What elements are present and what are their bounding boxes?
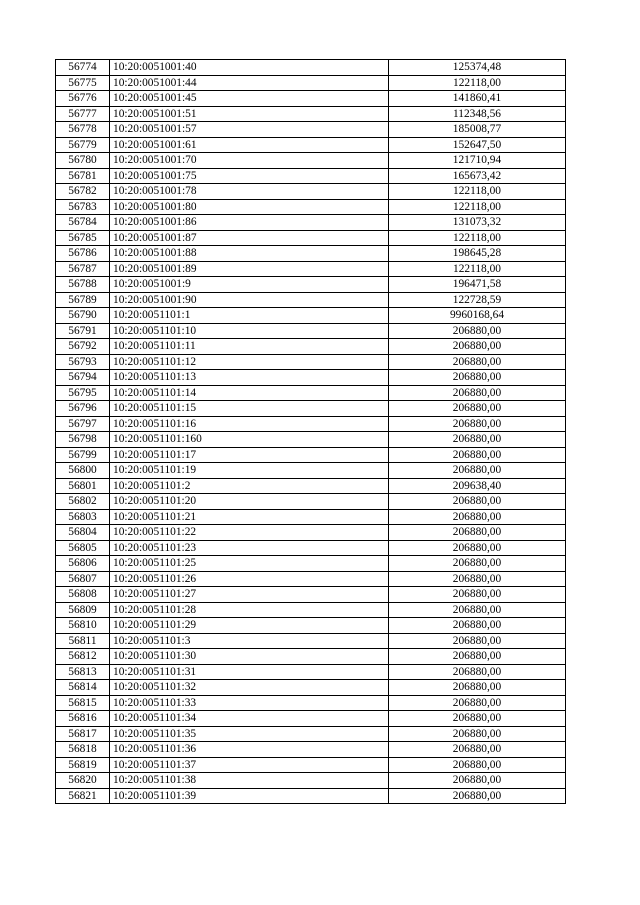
value-cell: 206880,00 bbox=[389, 788, 566, 804]
table-row bbox=[56, 726, 566, 742]
row-number-cell: 56804 bbox=[56, 525, 110, 541]
value-cell: 206880,00 bbox=[389, 680, 566, 696]
cadastral-number-cell: 10:20:0051101:34 bbox=[110, 711, 389, 727]
value-cell: 206880,00 bbox=[389, 540, 566, 556]
value-cell: 206880,00 bbox=[389, 447, 566, 463]
value-cell: 131073,32 bbox=[389, 215, 566, 231]
row-number-cell: 56791 bbox=[56, 323, 110, 339]
cadastral-number-cell: 10:20:0051101:32 bbox=[110, 680, 389, 696]
value-cell: 206880,00 bbox=[389, 571, 566, 587]
cadastral-number-cell: 10:20:0051001:89 bbox=[110, 261, 389, 277]
value-cell: 206880,00 bbox=[389, 494, 566, 510]
value-cell: 125374,48 bbox=[389, 60, 566, 76]
value-cell: 112348,56 bbox=[389, 106, 566, 122]
value-cell: 209638,40 bbox=[389, 478, 566, 494]
value-cell: 206880,00 bbox=[389, 525, 566, 541]
table-body bbox=[56, 60, 566, 804]
table-row bbox=[56, 246, 566, 262]
table-row bbox=[56, 788, 566, 804]
row-number-cell: 56776 bbox=[56, 91, 110, 107]
table-row bbox=[56, 695, 566, 711]
value-cell: 206880,00 bbox=[389, 587, 566, 603]
value-cell: 206880,00 bbox=[389, 757, 566, 773]
cadastral-number-cell: 10:20:0051101:39 bbox=[110, 788, 389, 804]
table-row bbox=[56, 230, 566, 246]
value-cell: 206880,00 bbox=[389, 370, 566, 386]
row-number-cell: 56778 bbox=[56, 122, 110, 138]
cadastral-number-cell: 10:20:0051101:1 bbox=[110, 308, 389, 324]
row-number-cell: 56797 bbox=[56, 416, 110, 432]
cadastral-number-cell: 10:20:0051101:33 bbox=[110, 695, 389, 711]
row-number-cell: 56777 bbox=[56, 106, 110, 122]
value-cell: 206880,00 bbox=[389, 711, 566, 727]
row-number-cell: 56807 bbox=[56, 571, 110, 587]
row-number-cell: 56798 bbox=[56, 432, 110, 448]
cadastral-number-cell: 10:20:0051101:2 bbox=[110, 478, 389, 494]
cadastral-number-cell: 10:20:0051001:51 bbox=[110, 106, 389, 122]
table-row bbox=[56, 137, 566, 153]
value-cell: 206880,00 bbox=[389, 649, 566, 665]
table-row bbox=[56, 773, 566, 789]
row-number-cell: 56815 bbox=[56, 695, 110, 711]
cadastral-number-cell: 10:20:0051001:78 bbox=[110, 184, 389, 200]
cadastral-number-cell: 10:20:0051001:87 bbox=[110, 230, 389, 246]
value-cell: 206880,00 bbox=[389, 323, 566, 339]
table-row bbox=[56, 447, 566, 463]
table-row bbox=[56, 757, 566, 773]
value-cell: 185008,77 bbox=[389, 122, 566, 138]
cadastral-number-cell: 10:20:0051101:23 bbox=[110, 540, 389, 556]
value-cell: 122118,00 bbox=[389, 261, 566, 277]
row-number-cell: 56801 bbox=[56, 478, 110, 494]
table-row bbox=[56, 75, 566, 91]
value-cell: 122118,00 bbox=[389, 230, 566, 246]
cadastral-number-cell: 10:20:0051001:61 bbox=[110, 137, 389, 153]
table-row bbox=[56, 277, 566, 293]
value-cell: 206880,00 bbox=[389, 602, 566, 618]
row-number-cell: 56811 bbox=[56, 633, 110, 649]
cadastral-number-cell: 10:20:0051001:90 bbox=[110, 292, 389, 308]
cadastral-number-cell: 10:20:0051101:160 bbox=[110, 432, 389, 448]
cadastral-number-cell: 10:20:0051101:22 bbox=[110, 525, 389, 541]
row-number-cell: 56786 bbox=[56, 246, 110, 262]
table-row bbox=[56, 463, 566, 479]
cadastral-number-cell: 10:20:0051001:80 bbox=[110, 199, 389, 215]
row-number-cell: 56781 bbox=[56, 168, 110, 184]
cadastral-number-cell: 10:20:0051101:29 bbox=[110, 618, 389, 634]
row-number-cell: 56808 bbox=[56, 587, 110, 603]
cadastral-number-cell: 10:20:0051101:10 bbox=[110, 323, 389, 339]
value-cell: 206880,00 bbox=[389, 773, 566, 789]
table-row bbox=[56, 602, 566, 618]
cadastral-number-cell: 10:20:0051101:12 bbox=[110, 354, 389, 370]
table-row bbox=[56, 432, 566, 448]
table-row bbox=[56, 478, 566, 494]
cadastral-number-cell: 10:20:0051101:14 bbox=[110, 385, 389, 401]
table-row bbox=[56, 618, 566, 634]
value-cell: 206880,00 bbox=[389, 339, 566, 355]
value-cell: 141860,41 bbox=[389, 91, 566, 107]
cadastral-number-cell: 10:20:0051001:75 bbox=[110, 168, 389, 184]
row-number-cell: 56784 bbox=[56, 215, 110, 231]
value-cell: 206880,00 bbox=[389, 726, 566, 742]
value-cell: 206880,00 bbox=[389, 463, 566, 479]
table-row bbox=[56, 168, 566, 184]
cadastral-number-cell: 10:20:0051101:21 bbox=[110, 509, 389, 525]
table-row bbox=[56, 215, 566, 231]
cadastral-number-cell: 10:20:0051101:20 bbox=[110, 494, 389, 510]
row-number-cell: 56814 bbox=[56, 680, 110, 696]
cadastral-number-cell: 10:20:0051101:16 bbox=[110, 416, 389, 432]
cadastral-number-cell: 10:20:0051001:40 bbox=[110, 60, 389, 76]
row-number-cell: 56795 bbox=[56, 385, 110, 401]
row-number-cell: 56802 bbox=[56, 494, 110, 510]
table-row bbox=[56, 153, 566, 169]
cadastral-number-cell: 10:20:0051101:19 bbox=[110, 463, 389, 479]
cadastral-number-cell: 10:20:0051001:45 bbox=[110, 91, 389, 107]
table-row bbox=[56, 106, 566, 122]
row-number-cell: 56816 bbox=[56, 711, 110, 727]
value-cell: 206880,00 bbox=[389, 664, 566, 680]
cadastral-number-cell: 10:20:0051101:11 bbox=[110, 339, 389, 355]
table-row bbox=[56, 339, 566, 355]
cadastral-number-cell: 10:20:0051101:35 bbox=[110, 726, 389, 742]
row-number-cell: 56819 bbox=[56, 757, 110, 773]
table-row bbox=[56, 649, 566, 665]
value-cell: 206880,00 bbox=[389, 633, 566, 649]
row-number-cell: 56821 bbox=[56, 788, 110, 804]
table-row bbox=[56, 261, 566, 277]
row-number-cell: 56800 bbox=[56, 463, 110, 479]
cadastral-number-cell: 10:20:0051101:26 bbox=[110, 571, 389, 587]
table-row bbox=[56, 323, 566, 339]
value-cell: 206880,00 bbox=[389, 385, 566, 401]
cadastral-number-cell: 10:20:0051001:88 bbox=[110, 246, 389, 262]
table-row bbox=[56, 60, 566, 76]
table-row bbox=[56, 680, 566, 696]
value-cell: 206880,00 bbox=[389, 354, 566, 370]
cadastral-number-cell: 10:20:0051001:9 bbox=[110, 277, 389, 293]
row-number-cell: 56817 bbox=[56, 726, 110, 742]
cadastral-number-cell: 10:20:0051101:13 bbox=[110, 370, 389, 386]
value-cell: 198645,28 bbox=[389, 246, 566, 262]
table-row bbox=[56, 494, 566, 510]
value-cell: 206880,00 bbox=[389, 401, 566, 417]
table-row bbox=[56, 416, 566, 432]
row-number-cell: 56782 bbox=[56, 184, 110, 200]
row-number-cell: 56803 bbox=[56, 509, 110, 525]
cadastral-number-cell: 10:20:0051101:37 bbox=[110, 757, 389, 773]
table-row bbox=[56, 401, 566, 417]
row-number-cell: 56796 bbox=[56, 401, 110, 417]
value-cell: 121710,94 bbox=[389, 153, 566, 169]
table-row bbox=[56, 354, 566, 370]
row-number-cell: 56785 bbox=[56, 230, 110, 246]
row-number-cell: 56810 bbox=[56, 618, 110, 634]
cadastral-number-cell: 10:20:0051001:44 bbox=[110, 75, 389, 91]
row-number-cell: 56794 bbox=[56, 370, 110, 386]
row-number-cell: 56787 bbox=[56, 261, 110, 277]
table-row bbox=[56, 509, 566, 525]
table-row bbox=[56, 199, 566, 215]
row-number-cell: 56790 bbox=[56, 308, 110, 324]
row-number-cell: 56793 bbox=[56, 354, 110, 370]
value-cell: 122118,00 bbox=[389, 199, 566, 215]
cadastral-number-cell: 10:20:0051001:57 bbox=[110, 122, 389, 138]
value-cell: 9960168,64 bbox=[389, 308, 566, 324]
row-number-cell: 56799 bbox=[56, 447, 110, 463]
cadastral-value-table bbox=[55, 59, 566, 804]
row-number-cell: 56783 bbox=[56, 199, 110, 215]
table-row bbox=[56, 184, 566, 200]
value-cell: 122118,00 bbox=[389, 75, 566, 91]
cadastral-number-cell: 10:20:0051101:27 bbox=[110, 587, 389, 603]
row-number-cell: 56809 bbox=[56, 602, 110, 618]
cadastral-number-cell: 10:20:0051101:25 bbox=[110, 556, 389, 572]
table-row bbox=[56, 540, 566, 556]
table-row bbox=[56, 571, 566, 587]
row-number-cell: 56792 bbox=[56, 339, 110, 355]
cadastral-number-cell: 10:20:0051101:15 bbox=[110, 401, 389, 417]
row-number-cell: 56789 bbox=[56, 292, 110, 308]
value-cell: 196471,58 bbox=[389, 277, 566, 293]
value-cell: 206880,00 bbox=[389, 742, 566, 758]
cadastral-number-cell: 10:20:0051101:36 bbox=[110, 742, 389, 758]
row-number-cell: 56812 bbox=[56, 649, 110, 665]
value-cell: 122118,00 bbox=[389, 184, 566, 200]
table-row bbox=[56, 308, 566, 324]
value-cell: 152647,50 bbox=[389, 137, 566, 153]
value-cell: 206880,00 bbox=[389, 618, 566, 634]
value-cell: 206880,00 bbox=[389, 416, 566, 432]
row-number-cell: 56780 bbox=[56, 153, 110, 169]
table-row bbox=[56, 664, 566, 680]
table-row bbox=[56, 633, 566, 649]
value-cell: 206880,00 bbox=[389, 556, 566, 572]
cadastral-number-cell: 10:20:0051101:3 bbox=[110, 633, 389, 649]
table-row bbox=[56, 711, 566, 727]
cadastral-number-cell: 10:20:0051001:70 bbox=[110, 153, 389, 169]
value-cell: 122728,59 bbox=[389, 292, 566, 308]
table-row bbox=[56, 525, 566, 541]
table-row bbox=[56, 385, 566, 401]
row-number-cell: 56813 bbox=[56, 664, 110, 680]
cadastral-number-cell: 10:20:0051101:30 bbox=[110, 649, 389, 665]
table-row bbox=[56, 91, 566, 107]
row-number-cell: 56774 bbox=[56, 60, 110, 76]
table-container bbox=[55, 59, 565, 804]
value-cell: 206880,00 bbox=[389, 695, 566, 711]
table-row bbox=[56, 292, 566, 308]
value-cell: 165673,42 bbox=[389, 168, 566, 184]
table-row bbox=[56, 370, 566, 386]
row-number-cell: 56818 bbox=[56, 742, 110, 758]
cadastral-number-cell: 10:20:0051101:38 bbox=[110, 773, 389, 789]
value-cell: 206880,00 bbox=[389, 432, 566, 448]
row-number-cell: 56820 bbox=[56, 773, 110, 789]
row-number-cell: 56775 bbox=[56, 75, 110, 91]
table-row bbox=[56, 587, 566, 603]
cadastral-number-cell: 10:20:0051101:31 bbox=[110, 664, 389, 680]
cadastral-number-cell: 10:20:0051101:17 bbox=[110, 447, 389, 463]
cadastral-number-cell: 10:20:0051101:28 bbox=[110, 602, 389, 618]
table-row bbox=[56, 742, 566, 758]
row-number-cell: 56806 bbox=[56, 556, 110, 572]
row-number-cell: 56779 bbox=[56, 137, 110, 153]
table-row bbox=[56, 556, 566, 572]
table-row bbox=[56, 122, 566, 138]
row-number-cell: 56788 bbox=[56, 277, 110, 293]
value-cell: 206880,00 bbox=[389, 509, 566, 525]
row-number-cell: 56805 bbox=[56, 540, 110, 556]
cadastral-number-cell: 10:20:0051001:86 bbox=[110, 215, 389, 231]
